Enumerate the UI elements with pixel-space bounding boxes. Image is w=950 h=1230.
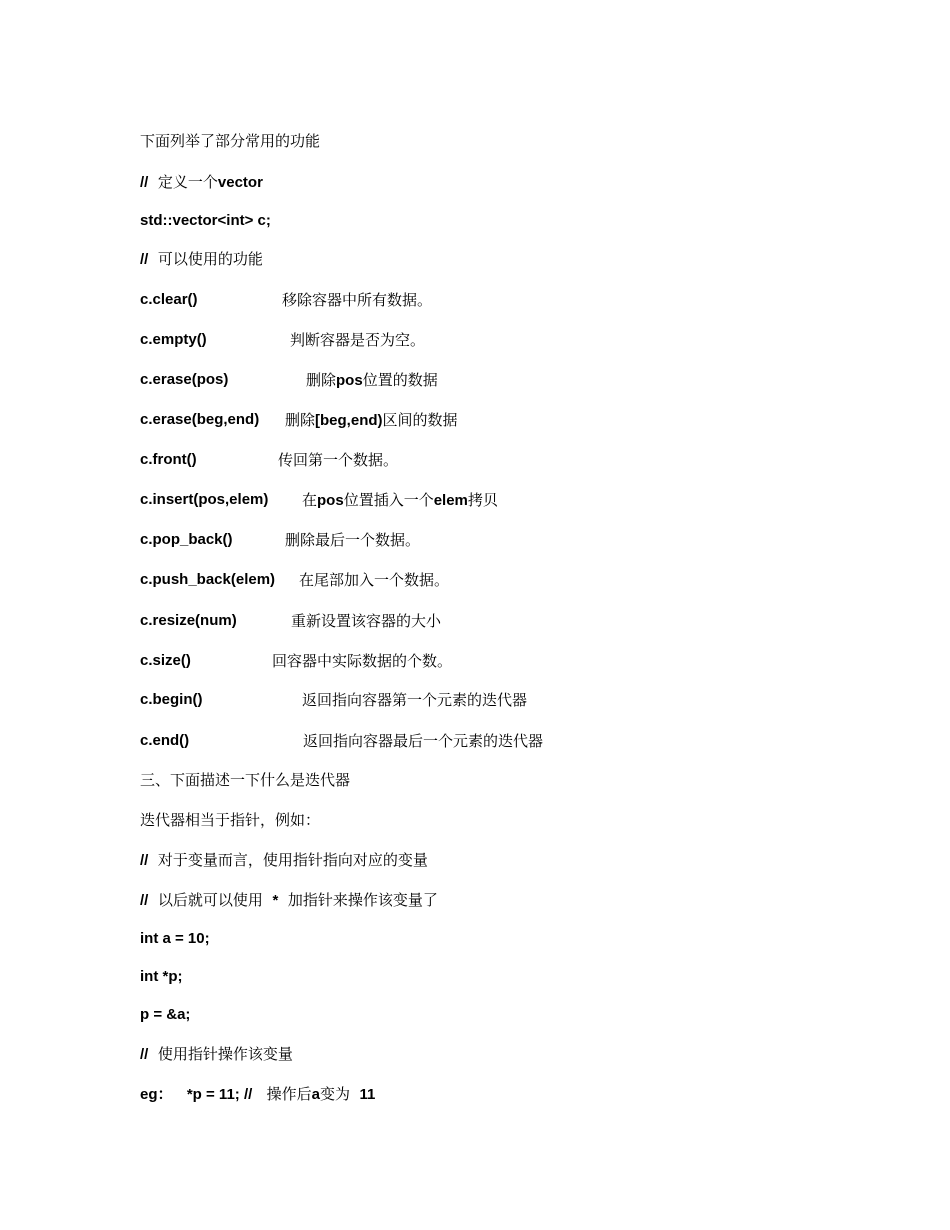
function-desc: 在尾部加入一个数据。: [299, 571, 450, 589]
comment-text: 使用指针操作该变量: [157, 1045, 293, 1063]
function-desc: 删除最后一个数据。: [285, 531, 421, 549]
comment-prefix: //: [140, 1046, 149, 1063]
function-code: c.push_back(elem): [140, 571, 276, 588]
function-desc: 删除[beg,end)区间的数据: [285, 411, 458, 429]
function-desc: 删除pos位置的数据: [306, 371, 438, 389]
code-line: p = &a;: [140, 1006, 191, 1023]
section-three-heading: 三、下面描述一下什么是迭代器: [140, 771, 351, 789]
example-var: a: [311, 1086, 320, 1103]
comment-define-vector: [140, 172, 263, 193]
function-code: c.empty(): [140, 331, 207, 348]
function-code: c.insert(pos,elem): [140, 491, 269, 508]
comment-keyword: vector: [217, 174, 263, 191]
example-code: *p = 11; //: [186, 1086, 253, 1103]
comment-usable-functions: [140, 249, 263, 270]
comment-after: [140, 890, 438, 911]
iterator-intro: 迭代器相当于指针，例如：: [140, 811, 321, 829]
comment-prefix: //: [140, 852, 149, 869]
function-desc: 在pos位置插入一个elem拷贝: [302, 491, 498, 509]
function-code: c.front(): [140, 451, 197, 468]
comment-text: 以后就可以使用: [157, 891, 263, 909]
code-line: int a = 10;: [140, 930, 210, 947]
function-code: c.erase(beg,end): [140, 411, 260, 428]
function-desc: 返回指向容器最后一个元素的迭代器: [303, 732, 544, 750]
function-code: c.begin(): [140, 691, 203, 708]
example-value: 11: [359, 1086, 376, 1103]
comment-use-pointer: [140, 1044, 293, 1065]
function-code: c.resize(num): [140, 612, 237, 629]
code-line: int *p;: [140, 968, 183, 985]
comment-prefix: //: [140, 892, 149, 909]
function-desc: 回容器中实际数据的个数。: [272, 652, 453, 670]
comment-text: 可以使用的功能: [157, 250, 263, 268]
example-line: [140, 1084, 375, 1105]
function-desc: 传回第一个数据。: [278, 451, 399, 469]
function-desc: 判断容器是否为空。: [290, 331, 426, 349]
comment-text: 定义一个: [157, 173, 218, 191]
function-desc: 移除容器中所有数据。: [282, 291, 433, 309]
function-desc: 返回指向容器第一个元素的迭代器: [302, 691, 528, 709]
intro-text: 下面列举了部分常用的功能: [140, 132, 321, 150]
function-code: c.end(): [140, 732, 190, 749]
example-text: 变为: [319, 1085, 350, 1103]
comment-text: 加指针来操作该变量了: [287, 891, 438, 909]
example-label: eg：: [140, 1086, 173, 1103]
example-text: 操作后: [266, 1085, 312, 1103]
function-code: c.erase(pos): [140, 371, 229, 388]
function-code: c.clear(): [140, 291, 198, 308]
comment-text: 对于变量而言，使用指针指向对应的变量: [157, 851, 428, 869]
comment-variable: [140, 850, 428, 871]
comment-star: *: [272, 892, 279, 909]
function-code: c.pop_back(): [140, 531, 233, 548]
vector-declaration: std::vector<int> c;: [140, 212, 271, 229]
comment-prefix: //: [140, 251, 149, 268]
function-desc: 重新设置该容器的大小: [291, 612, 442, 630]
comment-prefix: //: [140, 174, 149, 191]
function-code: c.size(): [140, 652, 191, 669]
